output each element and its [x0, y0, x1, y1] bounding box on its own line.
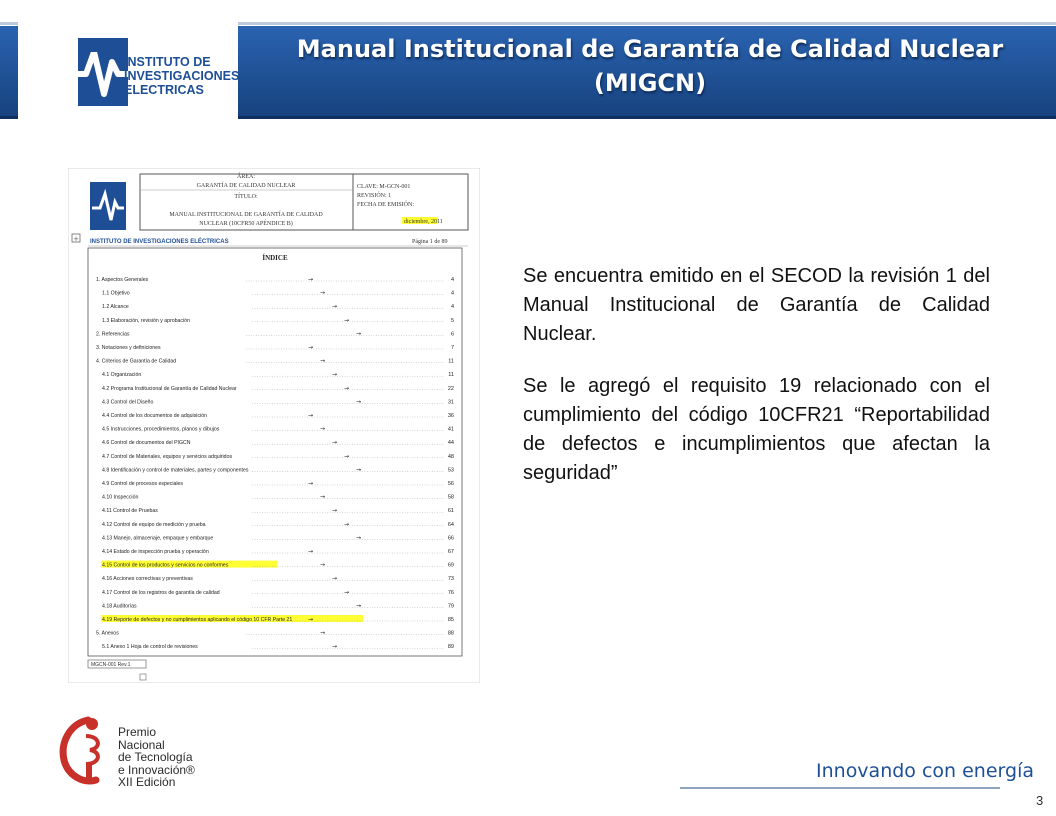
institute-line-2: INVESTIGACIONES [124, 69, 240, 83]
paragraph-requirement: Se le agregó el requisito 19 relacionado con el cumplimiento del código 10CFR21 “Reportabilidad de defectos e incumplimientos que afectan la seguridad” [523, 375, 990, 484]
toc-arrow-icon: → [344, 316, 350, 324]
toc-arrow-icon: → [308, 276, 314, 283]
toc-page-number: 76 [447, 589, 454, 596]
slogan-divider [680, 787, 1000, 789]
toc-page-number: 11 [448, 358, 454, 365]
toc-entry: 1.3 Elaboración, revisión y aprobación [102, 317, 190, 324]
doc-area-label: ÁREA: [237, 174, 255, 180]
toc-page-number: 61 [447, 508, 454, 515]
doc-clave: CLAVE: M-GCN-001 [357, 184, 411, 190]
toc-arrow-icon: → [356, 602, 362, 610]
doc-institute: INSTITUTO DE INVESTIGACIONES ELÉCTRICAS [90, 239, 229, 245]
toc-arrow-icon: → [332, 303, 338, 311]
toc-arrow-icon: → [332, 439, 338, 447]
body-text [523, 262, 990, 511]
toc-page-number: 5 [450, 317, 454, 324]
toc-page-number: 22 [447, 385, 454, 392]
award-line-1: Premio [118, 725, 157, 739]
title-line-2: (MIGCN) [593, 69, 707, 97]
award-line-5: XII Edición [118, 775, 176, 789]
toc-page-number: 85 [447, 617, 454, 623]
toc-arrow-icon: → [356, 398, 362, 406]
toc-entry: 1. Aspectos Generales [96, 277, 149, 283]
toc-entry: 5.1 Anexo 1 Hoja de control de revisiones [102, 644, 198, 651]
doc-fecha-value: diciembre, 2011 [404, 219, 443, 225]
toc-arrow-icon: → [332, 643, 338, 651]
toc-entry: 4.7 Control de Materiales, equipos y servicios adquiridos [102, 453, 233, 460]
institute-line-1: INSTITUTO DE [124, 55, 211, 69]
toc-page-number: 6 [450, 331, 454, 338]
toc-arrow-icon: → [320, 493, 326, 501]
toc-page-number: 64 [447, 521, 454, 528]
svg-text:+: + [73, 235, 79, 243]
toc-page-number: 56 [447, 481, 454, 487]
toc-page-number: 4 [450, 277, 454, 283]
toc-entry: 4.4 Control de los documentos de adquisición [102, 413, 207, 419]
toc-entry: 4.18 Auditorías [102, 603, 137, 610]
toc-arrow-icon: → [320, 629, 326, 637]
toc-page-number: 73 [447, 576, 454, 583]
toc-page-number: 48 [447, 453, 454, 460]
toc-entry: 4.11 Control de Pruebas [102, 508, 158, 515]
toc-arrow-icon: → [308, 548, 314, 555]
toc-entry: 4.8 Identificación y control de materiales, partes y componentes [102, 467, 249, 474]
toc-entry: 2. Referencias [96, 331, 130, 338]
toc-page-number: 53 [447, 467, 454, 474]
toc-entry: 5. Anexos [96, 630, 119, 637]
toc-entry: 4.12 Control de equipo de medición y prueba [102, 521, 206, 528]
toc-page-number: 36 [447, 413, 454, 419]
toc-page-number: 44 [447, 440, 454, 447]
toc-entry: 4.16 Acciones correctivas y preventivas [102, 576, 193, 583]
toc-arrow-icon: → [356, 330, 362, 338]
toc-arrow-icon: → [356, 466, 362, 474]
toc-arrow-icon: → [344, 452, 350, 460]
toc-arrow-icon: → [356, 534, 362, 542]
toc-entry: 1.2 Alcance [102, 304, 129, 311]
doc-page: Página 1 de 89 [412, 239, 448, 245]
toc-page-number: 67 [447, 549, 454, 555]
toc-arrow-icon: → [332, 507, 338, 515]
award-text [118, 726, 195, 789]
toc-arrow-icon: → [320, 357, 326, 365]
toc-page-number: 7 [450, 345, 454, 351]
toc-page-number: 11 [448, 372, 454, 379]
toc-entry: 4.15 Control de los productos y servicios no conformes [102, 562, 229, 569]
doc-title-line-2: NUCLEAR (10CFR50 APÉNDICE B) [199, 221, 293, 227]
slogan: Innovando con energía [816, 760, 1034, 782]
toc-page-number: 31 [447, 399, 454, 406]
award-line-3: de Tecnología [118, 750, 193, 764]
toc-arrow-icon: → [308, 616, 314, 623]
toc-entry: 4. Criterios de Garantía de Calidad [96, 358, 177, 365]
toc-page-number: 4 [450, 290, 454, 297]
toc-entry: 4.1 Organización [102, 372, 142, 379]
award-line-4: e Innovación® [118, 762, 195, 777]
toc-page-number: 58 [447, 494, 454, 501]
doc-fecha-label: FECHA DE EMISIÓN: [357, 202, 415, 208]
toc-page-number: 89 [447, 644, 454, 651]
toc-entry: 1.1 Objetivo [102, 290, 130, 297]
toc-page-number: 79 [447, 603, 454, 610]
toc-entry: 4.9 Control de procesos especiales [102, 481, 184, 487]
toc-entry: 4.19 Reporte de defectos y no cumplimientos aplicando el código 10 CFR Parte 21 [102, 617, 293, 623]
toc-arrow-icon: → [344, 384, 350, 392]
toc-entry: 4.5 Instrucciones, procedimientos, planos y dibujos [102, 426, 220, 433]
toc-page-number: 4 [450, 304, 454, 311]
doc-title-label: TÍTULO: [234, 194, 258, 200]
doc-footer-code: MGCN-001 Rev.1 [91, 662, 131, 668]
toc-arrow-icon: → [344, 588, 350, 596]
page-title [250, 32, 1050, 100]
toc-arrow-icon: → [320, 561, 326, 569]
institute-name [124, 55, 244, 97]
toc-entry: 4.13 Manejo, almacenaje, empaque y embarque [102, 535, 214, 542]
page-number: 3 [1036, 793, 1044, 808]
toc-entry: 4.17 Control de los registros de garantía de calidad [102, 589, 220, 596]
award-logo-icon [56, 714, 120, 788]
toc-arrow-icon: → [320, 289, 326, 297]
doc-title-line-1: MANUAL INSTITUCIONAL DE GARANTÍA DE CALIDAD [169, 212, 323, 218]
toc-entry: 4.3 Control del Diseño [102, 399, 154, 406]
manual-document-preview [68, 168, 480, 683]
title-line-1: Manual Institucional de Garantía de Calidad Nuclear [296, 35, 1004, 63]
toc-page-number: 41 [447, 426, 454, 433]
toc-page-number: 69 [447, 562, 454, 569]
institute-line-3: ELECTRICAS [124, 83, 204, 97]
toc-arrow-icon: → [332, 371, 338, 379]
toc-entry: 4.10 Inspección [102, 494, 139, 501]
doc-revision: REVISIÓN: 1 [357, 193, 392, 199]
toc-arrow-icon: → [344, 520, 350, 528]
toc-arrow-icon: → [308, 412, 314, 419]
toc-arrow-icon: → [320, 425, 326, 433]
doc-area-value: GARANTÍA DE CALIDAD NUCLEAR [196, 183, 296, 189]
toc-arrow-icon: → [308, 480, 314, 487]
doc-index-title: ÍNDICE [262, 254, 288, 262]
toc-entry: 3. Notaciones y definiciones [96, 345, 161, 351]
toc-entry: 4.2 Programa Institucional de Garantía de Calidad Nuclear [102, 385, 237, 392]
paragraph-revision: Se encuentra emitido en el SECOD la revisión 1 del Manual Institucional de Garantía de Calidad Nuclear. [523, 265, 990, 345]
toc-entry: 4.6 Control de documentos del PIGCN [102, 440, 191, 447]
award-line-2: Nacional [118, 737, 165, 752]
toc-entry: 4.14 Estado de inspección prueba y operación [102, 549, 209, 555]
toc-arrow-icon: → [332, 575, 338, 583]
toc-arrow-icon: → [308, 344, 314, 351]
toc-page-number: 66 [447, 535, 454, 542]
toc-page-number: 88 [447, 630, 454, 637]
